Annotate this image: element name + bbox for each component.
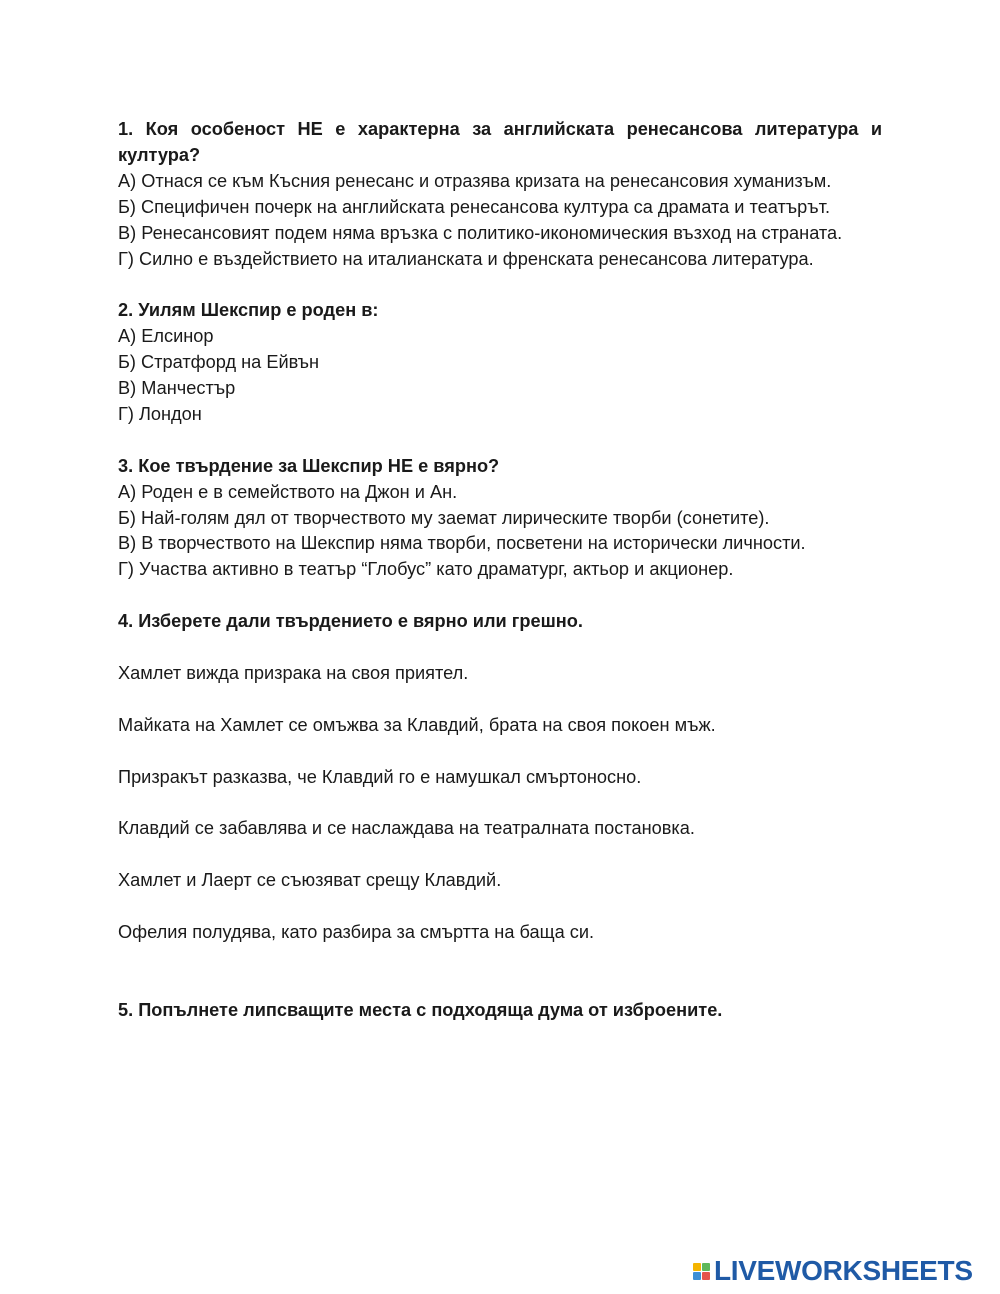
question-4 [118,609,882,946]
worksheet-content [118,117,882,1024]
true-false-statement[interactable]: Призракът разказва, че Клавдий го е намушкал смъртоносно. [118,766,642,787]
true-false-statement[interactable]: Офелия полудява, като разбира за смъртта на баща си. [118,921,595,942]
liveworksheets-logo [693,1256,973,1286]
answer-option[interactable]: Г) Лондон [118,403,202,424]
logo-square [702,1272,710,1280]
logo-mark-icon [693,1263,710,1280]
answer-option[interactable]: Б) Специфичен почерк на английската ренесансова култура са драмата и театърът. [118,196,830,217]
true-false-statement[interactable]: Клавдий се забавлява и се наслаждава на театралната постановка. [118,818,695,839]
question-title: 1. Коя особеност НЕ е характерна за английската ренесансова литература и култура? [118,119,882,165]
true-false-statement[interactable]: Хамлет и Лаерт се съюзяват срещу Клавдий. [118,870,502,891]
answer-option[interactable]: Г) Силно е въздействието на италианската и френската ренесансова литература. [118,248,814,269]
question-title: 5. Попълнете липсващите места с подходяща дума от изброените. [118,999,723,1020]
answer-option[interactable]: А) Елсинор [118,326,214,347]
answer-option[interactable]: В) Манчестър [118,378,236,399]
answer-option[interactable]: А) Отнася се към Късния ренесанс и отразява кризата на ренесансовия хуманизъм. [118,170,832,191]
spacer [118,428,882,454]
logo-square [693,1263,701,1271]
answer-option[interactable]: А) Роден е в семейството на Джон и Ан. [118,481,458,502]
question-2 [118,298,882,428]
logo-square [702,1263,710,1271]
question-title: 2. Уилям Шекспир е роден в: [118,300,379,321]
spacer [118,946,882,972]
logo-square [693,1272,701,1280]
logo-text: LIVEWORKSHEETS [714,1255,973,1286]
question-5 [118,998,882,1024]
answer-option[interactable]: Г) Участва активно в театър “Глобус” като драматург, актьор и акционер. [118,559,734,580]
answer-option[interactable]: Б) Най-голям дял от творчеството му заемат лирическите творби (сонетите). [118,507,770,528]
spacer [118,842,882,868]
question-3 [118,454,882,584]
spacer [118,739,882,765]
question-title: 4. Изберете дали твърдението е вярно или грешно. [118,611,583,632]
spacer [118,972,882,998]
answer-option[interactable]: Б) Стратфорд на Ейвън [118,352,320,373]
true-false-statement[interactable]: Майката на Хамлет се омъжва за Клавдий, брата на своя покоен мъж. [118,714,716,735]
spacer [118,272,882,298]
question-title: 3. Кое твърдение за Шекспир НЕ е вярно? [118,455,500,476]
spacer [118,635,882,661]
spacer [118,583,882,609]
spacer [118,790,882,816]
spacer [118,894,882,920]
question-1 [118,117,882,272]
answer-option[interactable]: В) В творчеството на Шекспир няма творби, посветени на исторически личности. [118,533,806,554]
true-false-statement[interactable]: Хамлет вижда призрака на своя приятел. [118,662,469,683]
spacer [118,687,882,713]
answer-option[interactable]: В) Ренесансовият подем няма връзка с политико-икономическия възход на страната. [118,222,843,243]
